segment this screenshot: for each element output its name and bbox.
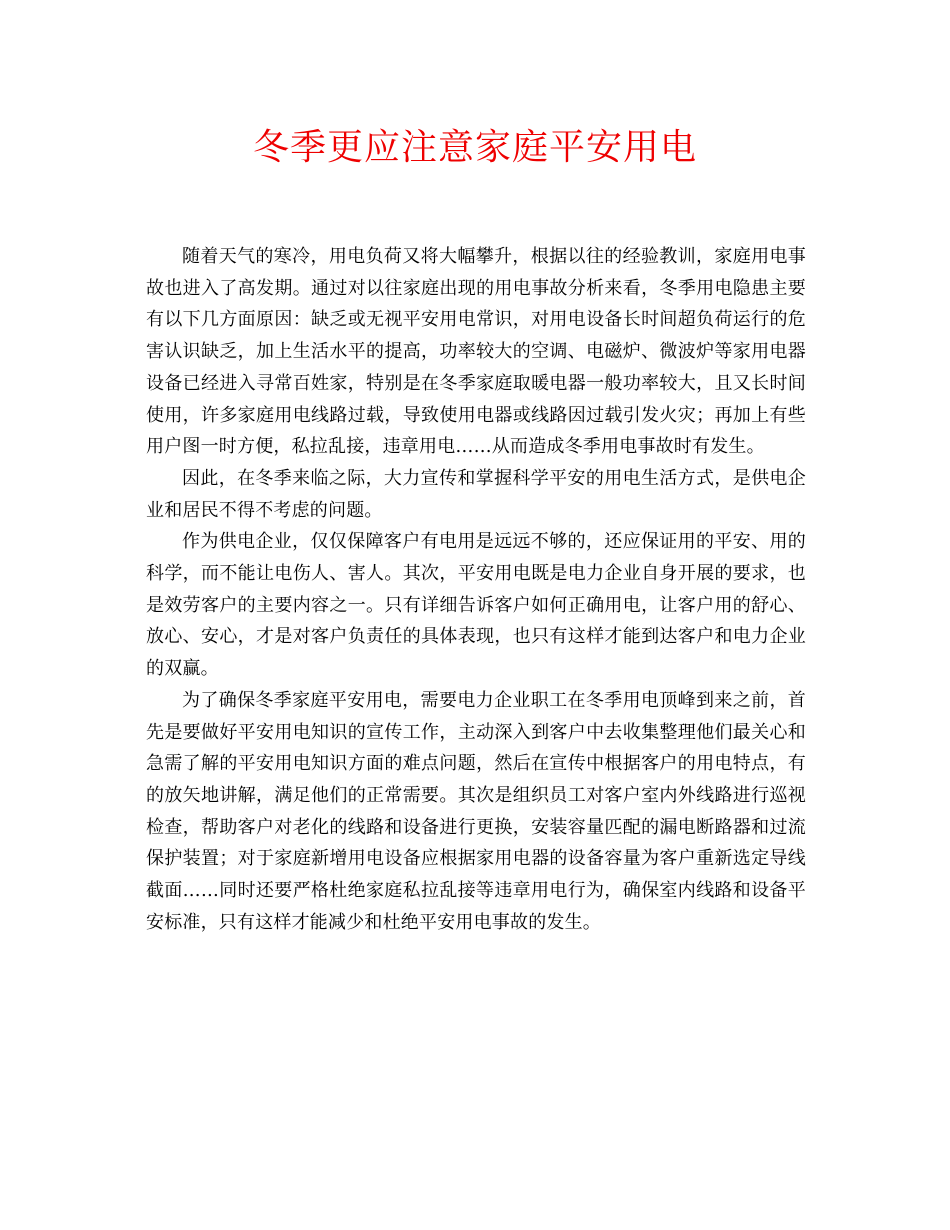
- document-title: 冬季更应注意家庭平安用电: [252, 127, 697, 168]
- paragraph-measures: 为了确保冬季家庭平安用电，需要电力企业职工在冬季用电顶峰到来之前，首先是要做好平安用电知识的宣传工作，主动深入到客户中去收集整理他们最关心和急需了解的平安用电知识方面的难点问题，然后在宣传中根据客户的用电特点，有的放矢地讲解，满足他们的正常需要。其次是组织员工对客户室内外线路进行巡视检查，帮助客户对老化的线路和设备进行更换，安装容量匹配的漏电断路器和过流保护装置；对于家庭新增用电设备应根据家用电器的设备容量为客户重新选定导线截面……同时还要严格杜绝家庭私拉乱接等违章用电行为，确保室内线路和设备平安标准，只有这样才能减少和杜绝平安用电事故的发生。: [146, 689, 806, 933]
- paragraph-causes: 随着天气的寒冷，用电负荷又将大幅攀升，根据以往的经验教训，家庭用电事故也进入了高发期。通过对以往家庭出现的用电事故分析来看，冬季用电隐患主要有以下几方面原因：缺乏或无视平安用电常识，对用电设备长时间超负荷运行的危害认识缺乏，加上生活水平的提高，功率较大的空调、电磁炉、微波炉等家用电器设备已经进入寻常百姓家，特别是在冬季家庭取暖电器一般功率较大，且又长时间使用，许多家庭用电线路过载，导致使用电器或线路因过载引发火灾；再加上有些用户图一时方便，私拉乱接，违章用电……从而造成冬季用电事故时有发生。: [146, 246, 806, 458]
- paragraph-therefore: 因此，在冬季来临之际，大力宣传和掌握科学平安的用电生活方式，是供电企业和居民不得不考虑的问题。: [146, 467, 806, 521]
- paragraph-utility-role: 作为供电企业，仅仅保障客户有电用是远远不够的，还应保证用的平安、用的科学，而不能让电伤人、害人。其次，平安用电既是电力企业自身开展的要求，也是效劳客户的主要内容之一。只有详细告诉客户如何正确用电，让客户用的舒心、放心、安心，才是对客户负责任的具体表现，也只有这样才能到达客户和电力企业的双赢。: [146, 531, 806, 680]
- document-body: [146, 241, 806, 938]
